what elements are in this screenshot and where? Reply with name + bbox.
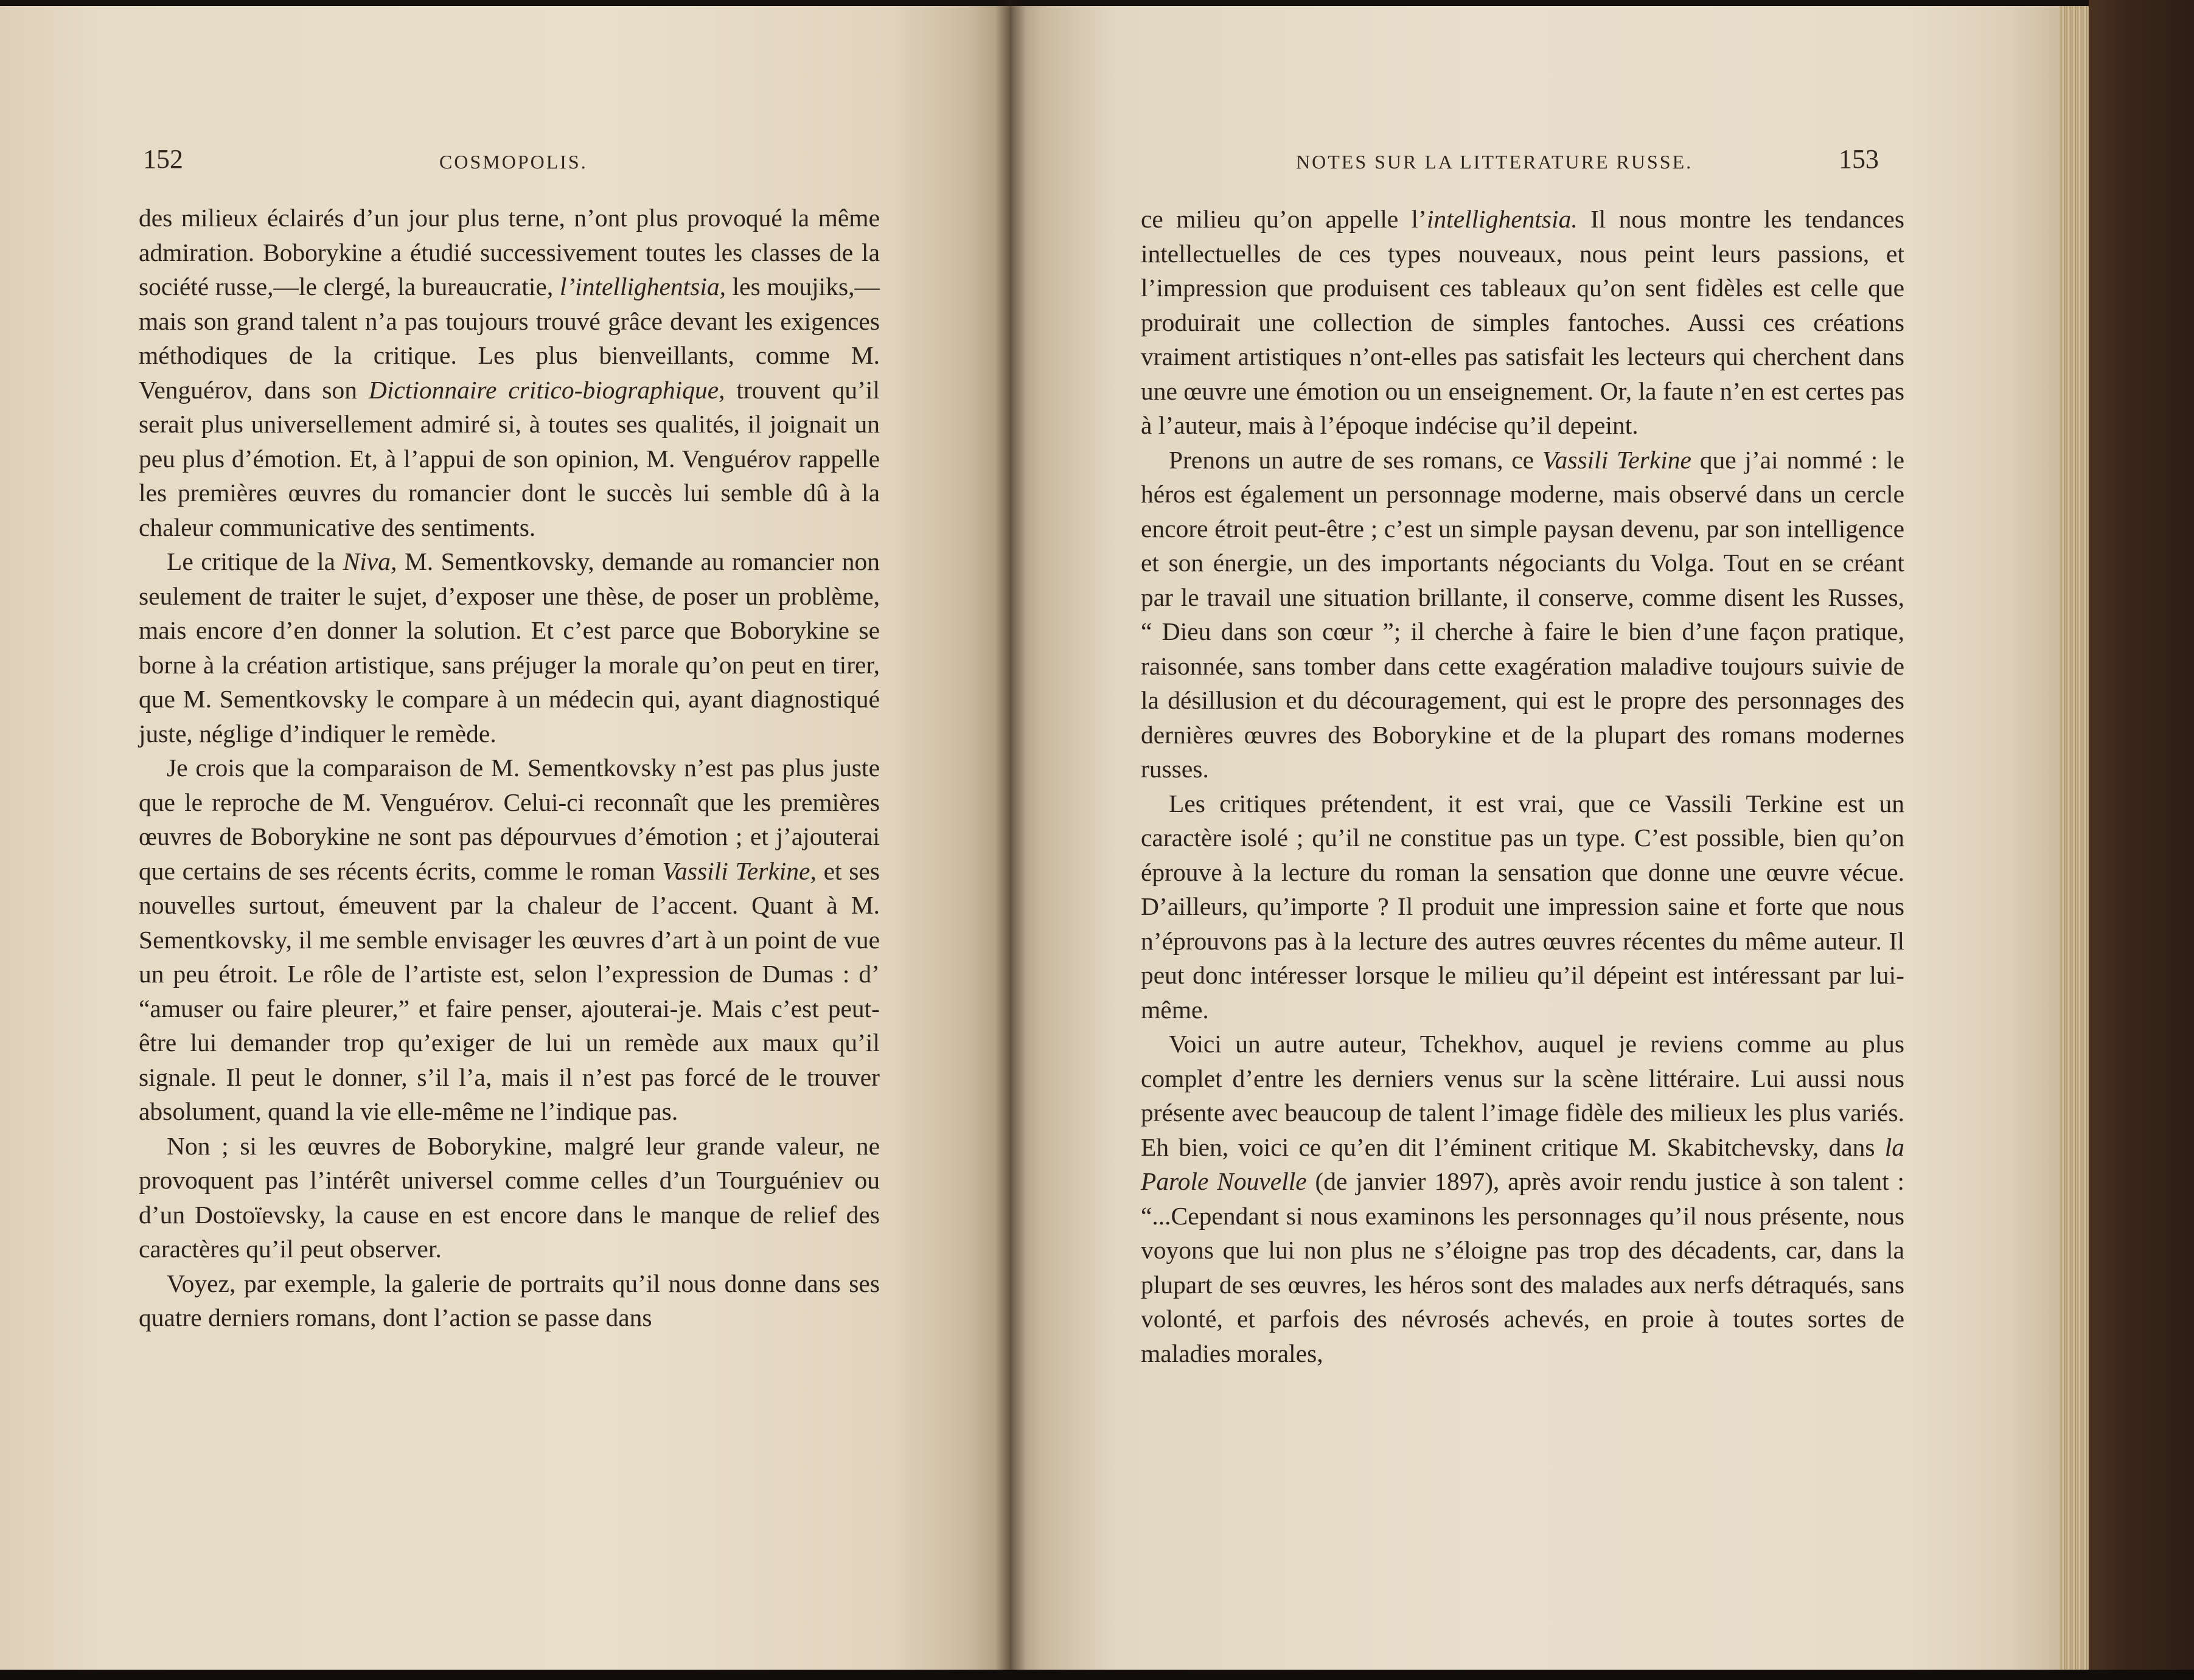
running-head: COSMOPOLIS. xyxy=(439,151,588,173)
paragraph xyxy=(1141,202,1904,443)
text-run: Je crois que la comparaison de M. Sementkovsky n’est pas plus juste que le reproche de M. Venguérov. Celui-ci reconnaît que les premières œuvres de Boborykine ne sont pas dépourvues d’émotion ; et j’ajouterai que certains de ses récents écrits, comme le roman xyxy=(139,754,880,885)
text-run: Il nous montre les tendances intellectuelles de ces types nouveaux, nous peint leurs passions, et l’impression que produisent ces tableaux qu’on sent fidèles est celle que produirait une collection de simples fantoches. Aussi ces créations vraiment artistiques n’ont-elles pas satisfait les lecteurs qui cherchent dans une œuvre une émotion ou un enseignement. Or, la faute n’en est certes pas à l’auteur, mais à l’époque indécise qu’il depeint. xyxy=(1141,205,1904,439)
scan-background-bottom xyxy=(0,1670,2194,1680)
right-page xyxy=(1010,6,2060,1680)
paragraph xyxy=(139,1129,880,1266)
paragraph xyxy=(1141,443,1904,786)
left-page xyxy=(0,6,1010,1680)
body-text xyxy=(1141,202,1904,1370)
book-cover xyxy=(2089,0,2194,1680)
text-run: Les critiques prétendent, it est vrai, que ce Vassili Terkine est un caractère isolé ; qu’il ne constitue pas un type. C’est possible, bien qu’on éprouve à la lecture du roman la sensation que donne une œuvre vécue. D’ailleurs, qu’importe ? Il produit une impression saine et forte que nous n’éprouvons pas à la lecture des autres œuvres récentes du même auteur. Il peut donc intéresser lorsque le milieu qu’il dépeint est intéressant par lui-même. xyxy=(1141,789,1904,1024)
text-run: M. Sementkovsky, demande au romancier non seulement de traiter le sujet, d’exposer une thèse, de poser un problème, mais encore d’en donner la solution. Et c’est parce que Boborykine se borne à la création artistique, sans préjuger la morale qu’on peut en tirer, que M. Sementkovsky le compare à un médecin qui, ayant diagnostiqué juste, néglige d’indiquer le remède. xyxy=(139,547,880,748)
text-run: (de janvier 1897), après avoir rendu justice à son talent : “...Cependant si nous examinons les personnages qu’il nous présente, nous voyons que lui non plus ne s’éloigne pas trop des décadents, car, dans la plupart de ses œuvres, les héros sont des malades aux nerfs détraqués, sans volonté, et parfois des névrosés achevés, en proie à toutes sortes de maladies morales, xyxy=(1141,1167,1904,1367)
text-run: que j’ai nommé : le héros est également un personnage moderne, mais observé dans un cercle encore étroit peut-être ; c’est un simple paysan devenu, par son intelligence et son énergie, un des importants négociants du Volga. Tout en se créant par le travail une situation brillante, il conserve, comme disent les Russes, “ Dieu dans son cœur ”; il cherche à faire le bien d’une façon pratique, raisonnée, sans tomber dans cette exagération maladive toujours suivie de la désillusion et du découragement, qui est le propre des personnages des dernières œuvres des Boborykine et de la plupart des romans modernes russes. xyxy=(1141,445,1904,783)
paragraph xyxy=(139,201,880,544)
italic-title: l’intellighentsia, xyxy=(559,272,726,300)
text-run: Prenons un autre de ses romans, ce xyxy=(1169,445,1542,474)
text-run: et ses nouvelles surtout, émeuvent par la chaleur de l’accent. Quant à M. Sementkovsky, il me semble envisager les œuvres d’art à un point de vue un peu étroit. Le rôle de l’artiste est, selon l’expression de Dumas : d’ “amuser ou faire pleurer,” et faire penser, ajouterai-je. Mais c’est peut-être lui demander trop qu’exiger de lui un remède aux maux qu’il signale. Il peut le donner, s’il l’a, mais il n’est pas forcé de le trouver absolument, quand la vie elle-même ne l’indique pas. xyxy=(139,856,880,1125)
body-text xyxy=(139,201,880,1335)
book-gutter xyxy=(995,0,1026,1680)
italic-title: Dictionnaire critico-biographique, xyxy=(368,375,725,404)
italic-title: Vassili Terkine, xyxy=(662,856,817,885)
page-edges xyxy=(2060,6,2089,1680)
text-run: Voyez, par exemple, la galerie de portraits qu’il nous donne dans ses quatre derniers romans, dont l’action se passe dans xyxy=(139,1269,880,1331)
paragraph xyxy=(139,1266,880,1335)
paragraph xyxy=(139,751,880,1129)
text-run: les moujiks,—mais son grand talent n’a pas toujours trouvé grâce devant les exigences méthodiques de la critique. Les plus bienveillants, comme M. Venguérov, dans son xyxy=(139,272,880,404)
paragraph xyxy=(1141,1027,1904,1370)
paragraph xyxy=(1141,786,1904,1027)
italic-title: la Parole Nouvelle xyxy=(1141,1133,1904,1195)
text-run: Non ; si les œuvres de Boborykine, malgré leur grande valeur, ne provoquent pas l’intérêt universel comme celles d’un Tourguéniev ou d’un Dostoïevsky, la cause en est encore dans le manque de relief des caractères qu’il peut observer. xyxy=(139,1131,880,1263)
text-run: Voici un autre auteur, Tchekhov, auquel je reviens comme au plus complet d’entre les derniers venus sur la scène littéraire. Lui aussi nous présente avec beaucoup de talent l’image fidèle des milieux les plus variés. Eh bien, voici ce qu’en dit l’éminent critique M. Skabitchevsky, dans xyxy=(1141,1030,1904,1161)
page-number: 153 xyxy=(1839,144,1879,174)
paragraph xyxy=(139,544,880,751)
italic-title: intellighentsia. xyxy=(1426,205,1578,233)
text-run: ce milieu qu’on appelle l’ xyxy=(1141,205,1427,233)
running-head: NOTES SUR LA LITTERATURE RUSSE. xyxy=(1296,151,1693,173)
text-run: des milieux éclairés d’un jour plus terne, n’ont plus provoqué la même admiration. Boborykine a étudié successivement toutes les classes de la société russe,—le clergé, la bureaucratie, xyxy=(139,204,880,300)
italic-title: Niva, xyxy=(343,547,397,575)
text-run: trouvent qu’il serait plus universellement admiré si, à toutes ses qualités, il joignait un peu plus d’émotion. Et, à l’appui de son opinion, M. Venguérov rappelle les premières œuvres du romancier dont le succès lui semble dû à la chaleur communicative des sentiments. xyxy=(139,375,880,541)
italic-title: Vassili Terkine xyxy=(1542,445,1691,474)
text-run: Le critique de la xyxy=(167,547,343,575)
page-number: 152 xyxy=(143,144,183,174)
